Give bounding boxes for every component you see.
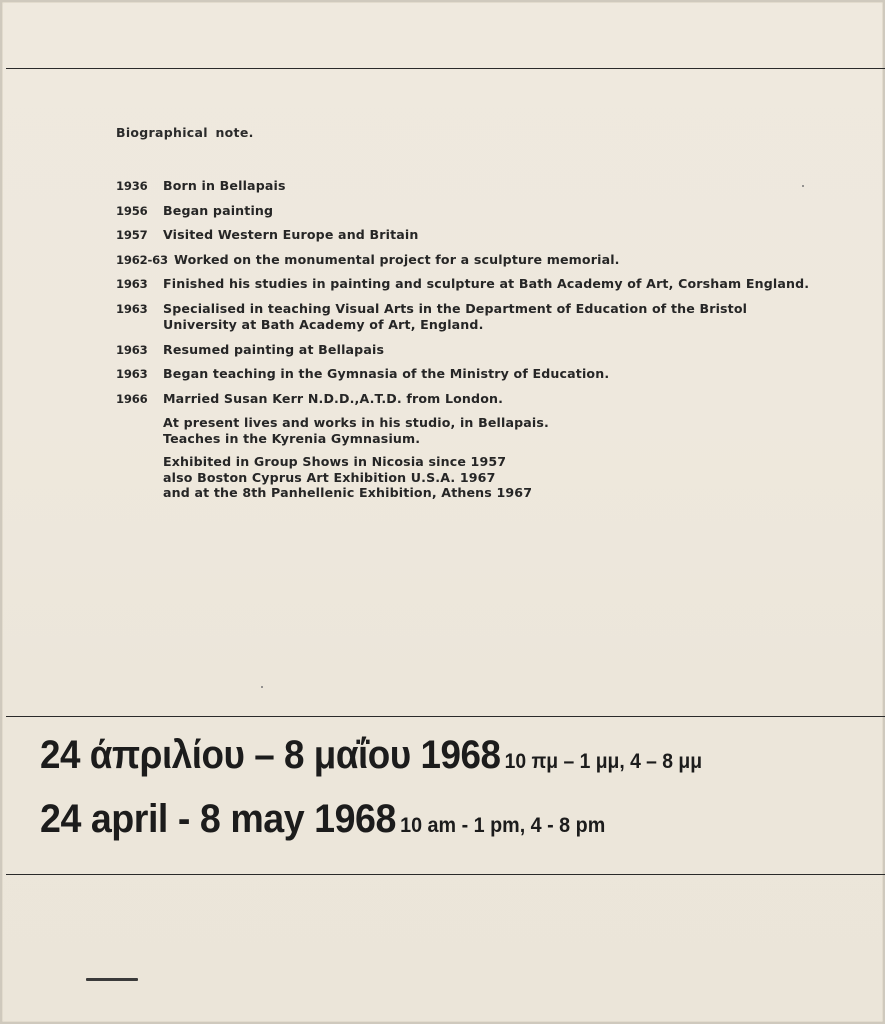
bio-text: Specialised in teaching Visual Arts in the Department of Education of the Bristol University at Bath Academy of Art, England. [163, 300, 748, 332]
top-rule [6, 68, 885, 69]
bio-text: Married Susan Kerr N.D.D.,A.T.D. from London. [163, 390, 504, 406]
hours-english: 10 am - 1 pm, 4 - 8 pm [400, 814, 606, 837]
brochure-page [2, 2, 883, 1022]
bio-year: 1963 [116, 301, 148, 316]
present-line: At present lives and works in his studio, in Bellapais. [163, 415, 549, 431]
exhibition-dates-english [40, 797, 605, 842]
hours-greek: 10 πμ – 1 μμ, 4 – 8 μμ [504, 750, 703, 773]
bio-entry [116, 342, 816, 358]
bio-year: 1962-63 [116, 252, 168, 267]
bio-entry [116, 301, 816, 333]
bio-year: 1963 [116, 277, 148, 292]
middle-rule [6, 716, 885, 717]
bio-entry [116, 366, 816, 382]
exhibited-note [163, 454, 816, 501]
bio-text: Began teaching in the Gymnasia of the Ministry of Education. [163, 366, 610, 382]
present-line: Teaches in the Kyrenia Gymnasium. [163, 430, 421, 446]
exhibited-line: and at the 8th Panhellenic Exhibition, Athens 1967 [163, 485, 533, 501]
bio-entry [116, 391, 816, 407]
date-range-english: 24 april - 8 may 1968 [40, 797, 396, 841]
paper-speck [802, 185, 804, 187]
bio-text: Finished his studies in painting and sculpture at Bath Academy of Art, Corsham England. [163, 276, 810, 292]
bio-year: 1957 [116, 228, 148, 243]
bio-text: Visited Western Europe and Britain [163, 227, 419, 243]
bio-year: 1966 [116, 391, 148, 406]
bio-entry [116, 252, 816, 268]
page-heading: Biographical note. [116, 125, 254, 140]
printed-dash-mark [86, 978, 138, 981]
exhibition-dates-greek [40, 733, 702, 778]
biography-list [116, 178, 816, 509]
bio-text: Began painting [163, 202, 274, 218]
present-note [163, 415, 816, 446]
bio-entry [116, 276, 816, 292]
bio-entry [116, 203, 816, 219]
bio-entry [116, 178, 816, 194]
bottom-rule [6, 874, 885, 875]
bio-entry [116, 227, 816, 243]
bio-text: Resumed painting at Bellapais [163, 341, 385, 357]
bio-year: 1956 [116, 203, 148, 218]
bio-year: 1963 [116, 367, 148, 382]
exhibited-line: Exhibited in Group Shows in Nicosia since 1957 [163, 454, 507, 470]
bio-text: Worked on the monumental project for a sculpture memorial. [174, 251, 620, 267]
bio-text: Born in Bellapais [163, 178, 286, 193]
bio-year: 1963 [116, 342, 148, 357]
date-range-greek: 24 άπριλίου – 8 μαΐου 1968 [40, 733, 501, 777]
paper-speck [261, 686, 263, 688]
bio-year: 1936 [116, 179, 148, 193]
exhibited-line: also Boston Cyprus Art Exhibition U.S.A. 1967 [163, 469, 496, 485]
